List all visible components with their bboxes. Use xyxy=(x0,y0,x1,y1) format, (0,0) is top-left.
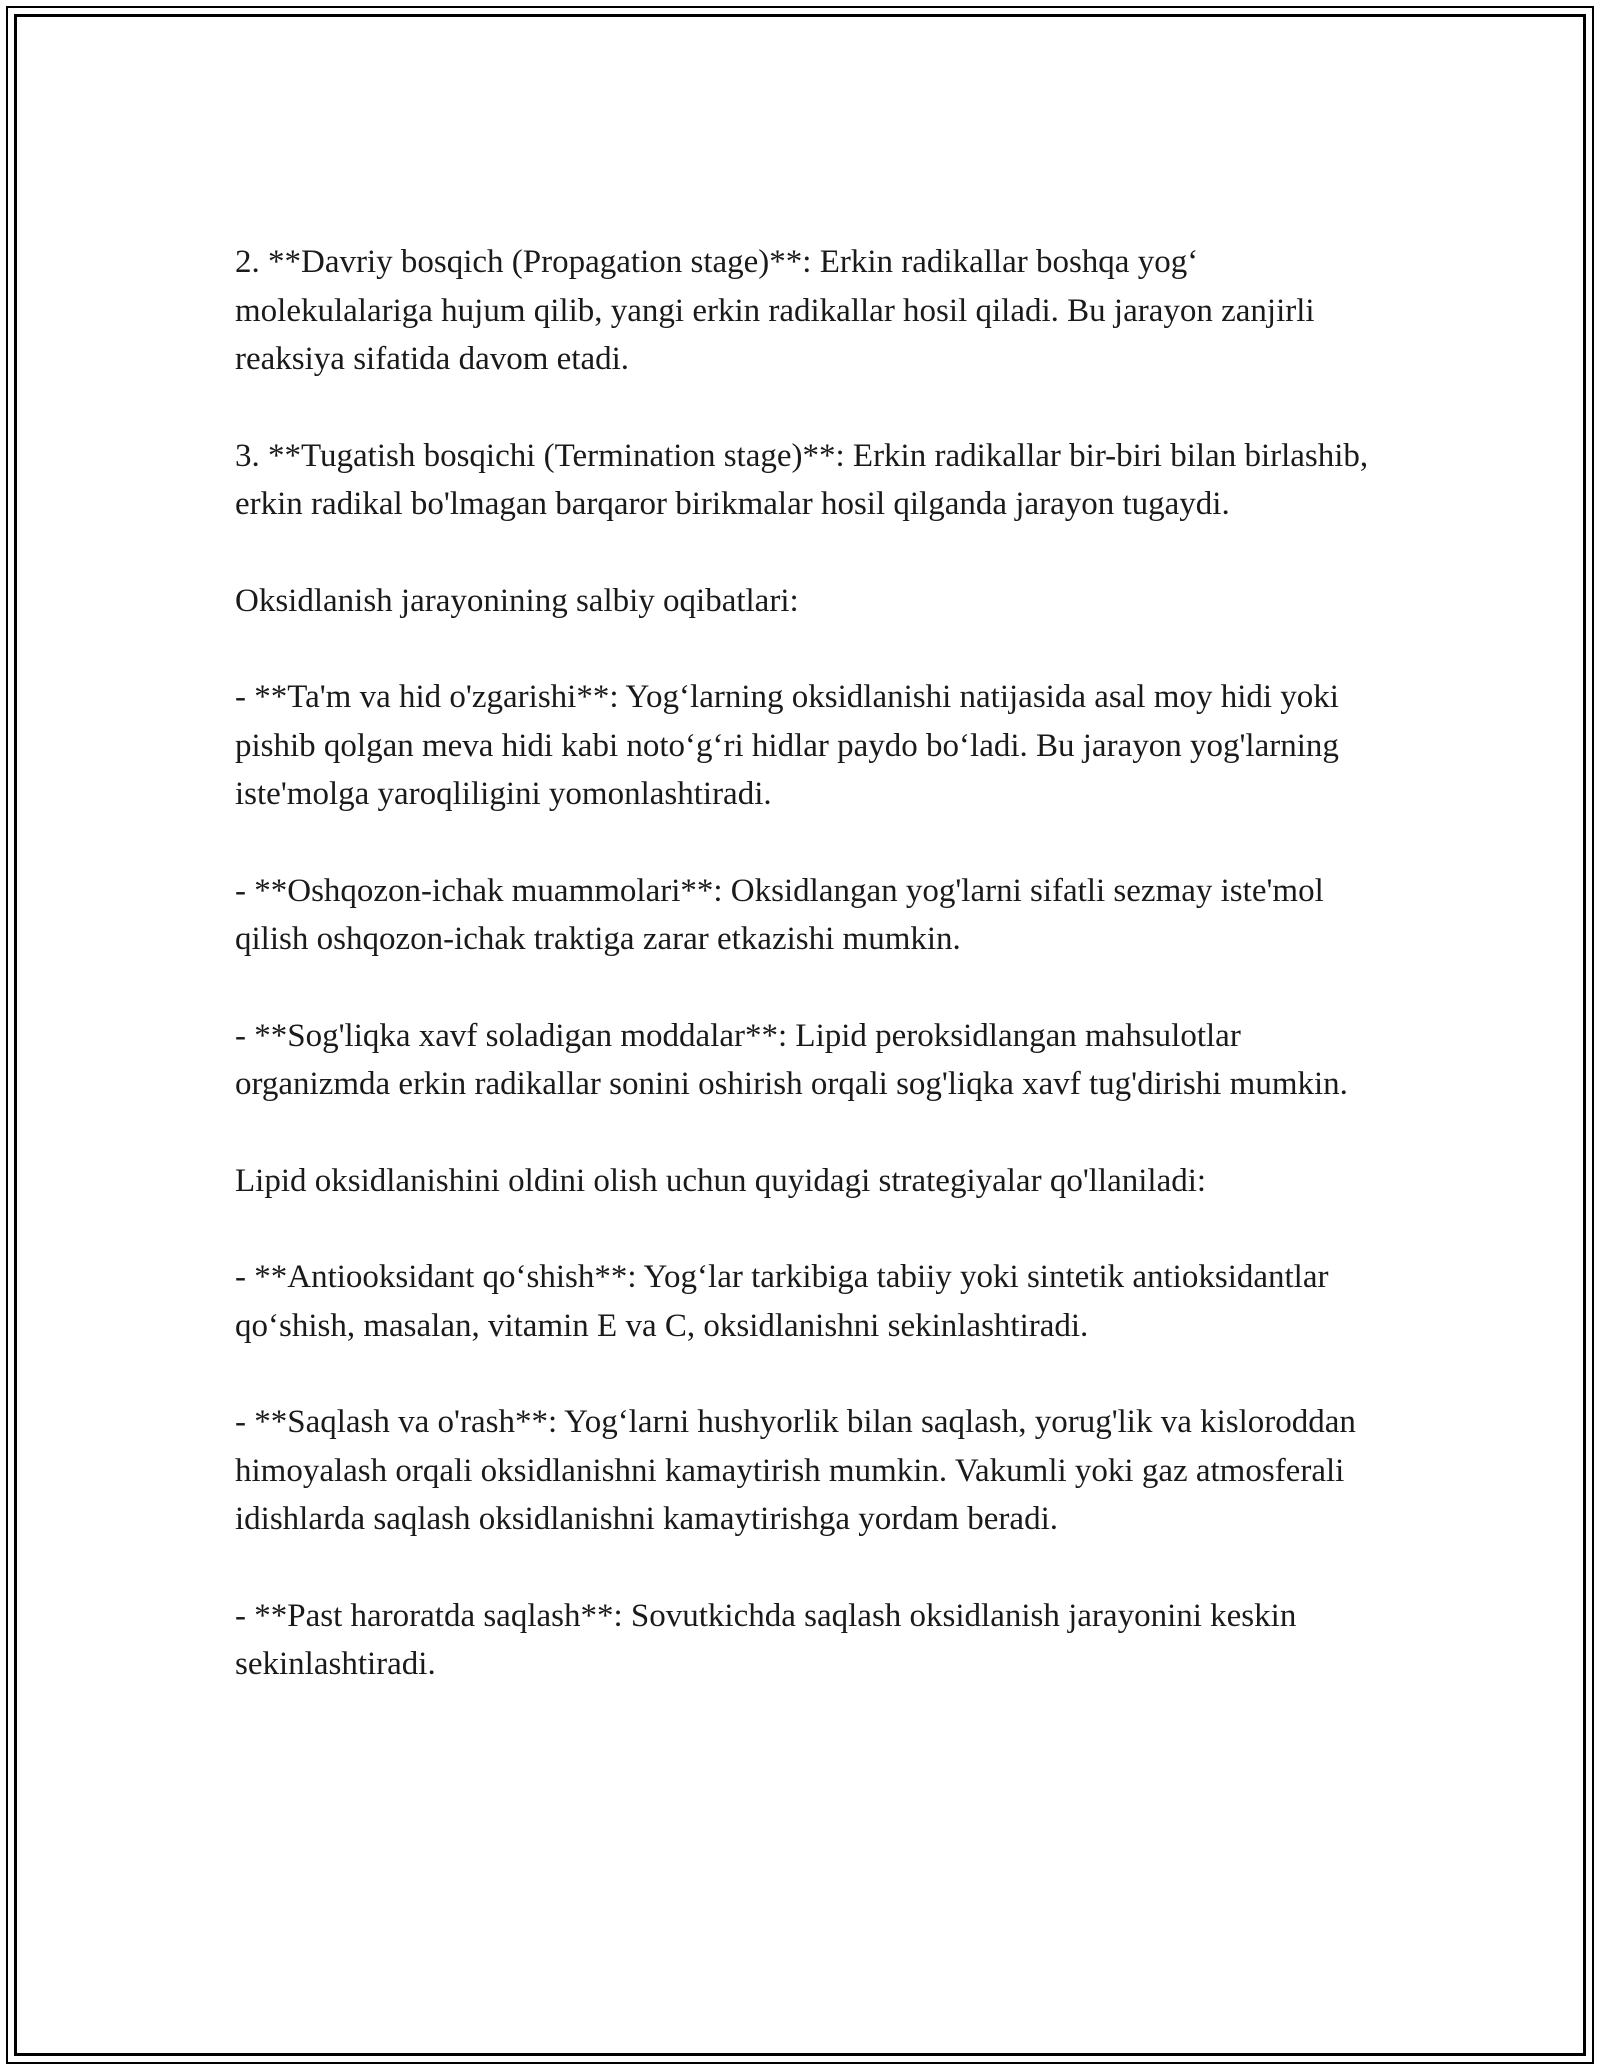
paragraph-termination-stage: 3. **Tugatish bosqichi (Termination stage)**: Erkin radikallar bir-biri bilan birlashib, erkin radikal bo'lmagan barqaror birikmalar hosil qilganda jarayon tugaydi. xyxy=(235,437,1369,522)
paragraph-negative-consequences-heading: Oksidlanish jarayonining salbiy oqibatlari: xyxy=(235,582,799,619)
paragraph-taste-smell-change: - **Ta'm va hid o'zgarishi**: Yog‘larning oksidlanishi natijasida asal moy hidi yoki pishib qolgan meva hidi kabi noto‘g‘ri hidlar paydo bo‘ladi. Bu jarayon yog'larning iste'molga yaroqliligini yomonlashtiradi. xyxy=(235,679,1339,812)
paragraph-gastrointestinal-problems: - **Oshqozon-ichak muammolari**: Oksidlangan yog'larni sifatli sezmay iste'mol qilish oshqozon-ichak traktiga zarar etkazishi mumkin. xyxy=(235,872,1324,957)
paragraph-propagation-stage: 2. **Davriy bosqich (Propagation stage)**: Erkin radikallar boshqa yog‘ molekulalariga hujum qilib, yangi erkin radikallar hosil qiladi. Bu jarayon zanjirli reaksiya sifatida davom etadi. xyxy=(235,244,1315,377)
document-body xyxy=(235,238,1395,1689)
paragraph-prevention-strategies-heading: Lipid oksidlanishini oldini olish uchun quyidagi strategiyalar qo'llaniladi: xyxy=(235,1162,1207,1199)
paragraph-add-antioxidant: - **Antiooksidant qo‘shish**: Yog‘lar tarkibiga tabiiy yoki sintetik antioksidantlar qo‘shish, masalan, vitamin E va C, oksidlanishni sekinlashtiradi. xyxy=(235,1259,1329,1344)
paragraph-health-risk-substances: - **Sog'liqka xavf soladigan moddalar**: Lipid peroksidlangan mahsulotlar organizmda erkin radikallar sonini oshirish orqali sog'liqka xavf tug'dirishi mumkin. xyxy=(235,1017,1348,1102)
paragraph-low-temperature-storage: - **Past haroratda saqlash**: Sovutkichda saqlash oksidlanish jarayonini keskin sekinlashtiradi. xyxy=(235,1597,1297,1682)
paragraph-storage-packaging: - **Saqlash va o'rash**: Yog‘larni hushyorlik bilan saqlash, yorug'lik va kisloroddan himoyalash orqali oksidlanishni kamaytirish mumkin. Vakumli yoki gaz atmosferali idishlarda saqlash oksidlanishni kamaytirishga yordam beradi. xyxy=(235,1404,1356,1537)
